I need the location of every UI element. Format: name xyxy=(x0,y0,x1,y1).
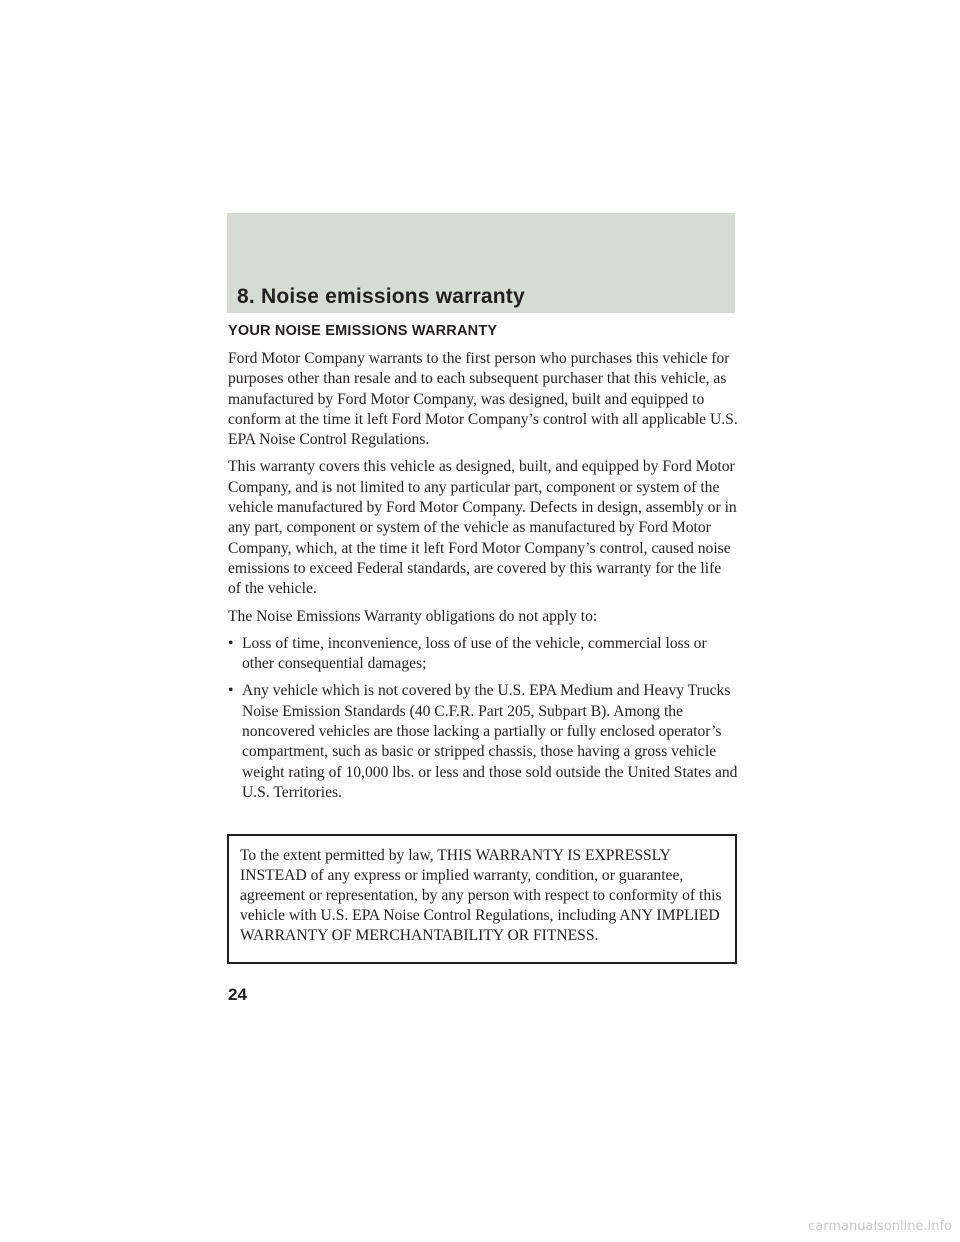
chapter-header-band xyxy=(227,213,735,313)
coverage-paragraph: This warranty covers this vehicle as designed, built, and equipped by Ford Motor Company, and is not limited to any particular part, component or system of the vehicle manufactured by Ford Motor Company. Defects in design, assembly or in any part, component or system of the vehicle as manufactured by Ford Motor Company, which, at the time it left Ford Motor Company’s control, caused noise emissions to exceed Federal standards, are covered by this warranty for the life of the vehicle. xyxy=(228,458,737,598)
bullet-icon: • xyxy=(228,634,234,652)
exclusions-list xyxy=(228,634,738,803)
list-item xyxy=(228,681,738,803)
chapter-title: 8. Noise emissions warranty xyxy=(237,285,525,308)
page-number: 24 xyxy=(228,985,247,1004)
bullet-text: Any vehicle which is not covered by the U.S. EPA Medium and Heavy Trucks Noise Emission Standards (40 C.F.R. Part 205, Subpart B). Among the noncovered vehicles are those lacking a partially or fully enclosed operator’s compartment, such as basic or stripped chassis, those having a gross vehicle weight rating of 10,000 lbs. or less and those sold outside the United States and U.S. Territories. xyxy=(242,682,738,801)
boxed-notice: To the extent permitted by law, THIS WARRANTY IS EXPRESSLY INSTEAD of any express or implied warranty, condition, or guarantee, agreement or representation, by any person with respect to conformity of this vehicle with U.S. EPA Noise Control Regulations, including ANY IMPLIED WARRANTY OF MERCHANTABILITY OR FITNESS. xyxy=(227,834,737,964)
watermark: carmanualsonline.info xyxy=(808,1219,952,1234)
list-item xyxy=(228,634,738,675)
warranty-paragraph: Ford Motor Company warrants to the first person who purchases this vehicle for purposes other than resale and to each subsequent purchaser that this vehicle, as manufactured by Ford Motor Company, was designed, built and equipped to conform at the time it left Ford Motor Company’s control with all applicable U.S. EPA Noise Control Regulations. xyxy=(228,350,738,449)
section-heading: YOUR NOISE EMISSIONS WARRANTY xyxy=(228,323,498,339)
warranty-content xyxy=(228,321,738,810)
bullet-icon: • xyxy=(228,682,234,700)
exclusions-intro: The Noise Emissions Warranty obligations do not apply to: xyxy=(228,607,598,625)
bullet-text: Loss of time, inconvenience, loss of use of the vehicle, commercial loss or other consequential damages; xyxy=(242,634,707,673)
